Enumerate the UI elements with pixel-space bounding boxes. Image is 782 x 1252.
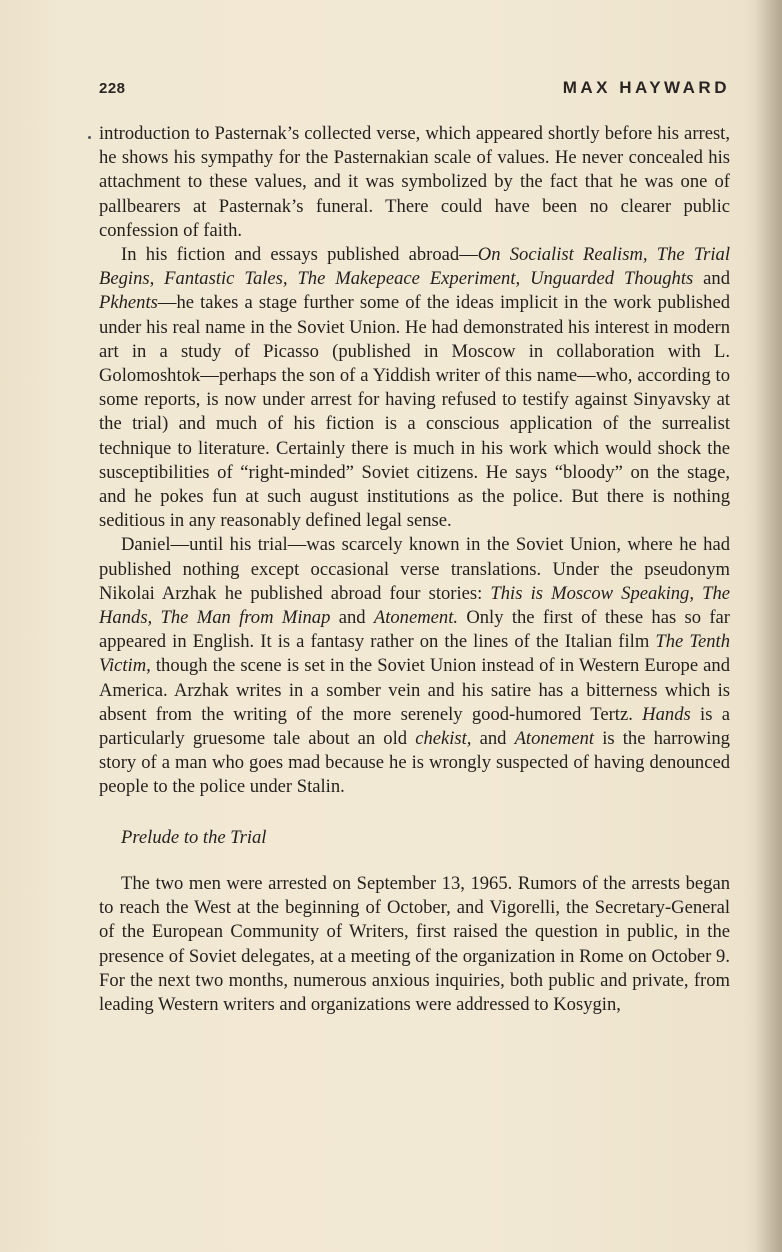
paragraph bbox=[99, 243, 730, 533]
paragraph bbox=[99, 533, 730, 799]
stray-ink-mark bbox=[88, 136, 91, 139]
paragraphs-after-heading bbox=[99, 872, 730, 1017]
paragraph-text: and bbox=[330, 607, 374, 629]
paragraph bbox=[99, 122, 730, 243]
paragraph-text: Only the first of these has so far appeared in English. It is a fantasy rather on the lines of the Italian film bbox=[99, 607, 730, 653]
paragraph-text: In his fiction and essays published abroad— bbox=[121, 244, 478, 266]
paragraph-text: is a particularly gruesome tale about an old bbox=[99, 703, 730, 750]
paragraphs-before-heading bbox=[99, 122, 730, 800]
paragraph-text: though the scene is set in the Soviet Union instead of in Western Europe and America. Arzhak writes in a somber vein and his satire has a bitterness which is absent from the writing of the more serenely good-humored Tertz. bbox=[99, 655, 730, 725]
page-edge-shadow bbox=[754, 0, 782, 1252]
paragraph-text: Daniel—until his trial—was scarcely known in the Soviet Union, where he had published nothing except occasional verse translations. Under the pseudonym Nikolai Arzhak he published abroad four stories: bbox=[99, 534, 730, 604]
paragraph-text: introduction to Pasternak’s collected verse, which appeared shortly before his arrest, he shows his sympathy for the Pasternakian scale of values. He never concealed his attachment to these values, and it was symbolized by the fact that he was one of pallbearers at Pasternak’s funeral. There could have been no clearer public confession of faith. bbox=[99, 123, 730, 241]
italic-title-text: The Tenth Victim, bbox=[99, 631, 731, 677]
paragraph-text: and bbox=[471, 728, 515, 750]
paragraph-text: and bbox=[693, 268, 730, 290]
italic-title-text: Atonement. bbox=[373, 607, 459, 629]
paragraph bbox=[99, 872, 730, 1017]
page-number: 228 bbox=[99, 80, 126, 97]
italic-title-text: On Socialist Realism, The Trial Begins, Fantastic Tales, The Makepeace Experiment, Unguarded Thoughts bbox=[99, 244, 730, 290]
paragraph-text: —he takes a stage further some of the ideas implicit in the work published under his real name in the Soviet Union. He had demonstrated his interest in modern art in a study of Picasso (published in Moscow in collaboration with L. Golomoshtok—perhaps the son of a Yiddish writer of this name—who, according to some reports, is now under arrest for having refused to testify against Sinyavsky at the trial) and much of his fiction is a conscious application of the surrealist technique to literature. Certainly there is much in his work which would shock the susceptibilities of “right-minded” Soviet citizens. He says “bloody” on the stage, and he pokes fun at such august institutions as the police. But there is nothing seditious in any reasonably defined legal sense. bbox=[99, 292, 730, 532]
italic-title-text: Pkhents bbox=[99, 292, 158, 314]
section-heading: Prelude to the Trial bbox=[121, 826, 267, 848]
body-text bbox=[99, 122, 730, 1017]
italic-title-text: Atonement bbox=[514, 728, 595, 750]
italic-title-text: Hands bbox=[642, 703, 691, 725]
paragraph-text: The two men were arrested on September 13, 1965. Rumors of the arrests began to reach the West at the beginning of October, and Vigorelli, the Secretary-General of the European Community of Writers, first raised the question in public, in the presence of Soviet delegates, at a meeting of the organization in Rome on October 9. For the next two months, numerous anxious inquiries, both public and private, from leading Western writers and organizations were addressed to Kosygin, bbox=[99, 872, 730, 1015]
italic-title-text: chekist, bbox=[415, 728, 472, 750]
paragraph-text: is the harrowing story of a man who goes mad because he is wrongly suspected of having denounced people to the police under Stalin. bbox=[99, 728, 730, 798]
italic-title-text: This is Moscow Speaking, The Hands, The Man from Minap bbox=[99, 582, 730, 629]
page-header bbox=[99, 78, 730, 102]
running-head: MAX HAYWARD bbox=[562, 78, 730, 97]
